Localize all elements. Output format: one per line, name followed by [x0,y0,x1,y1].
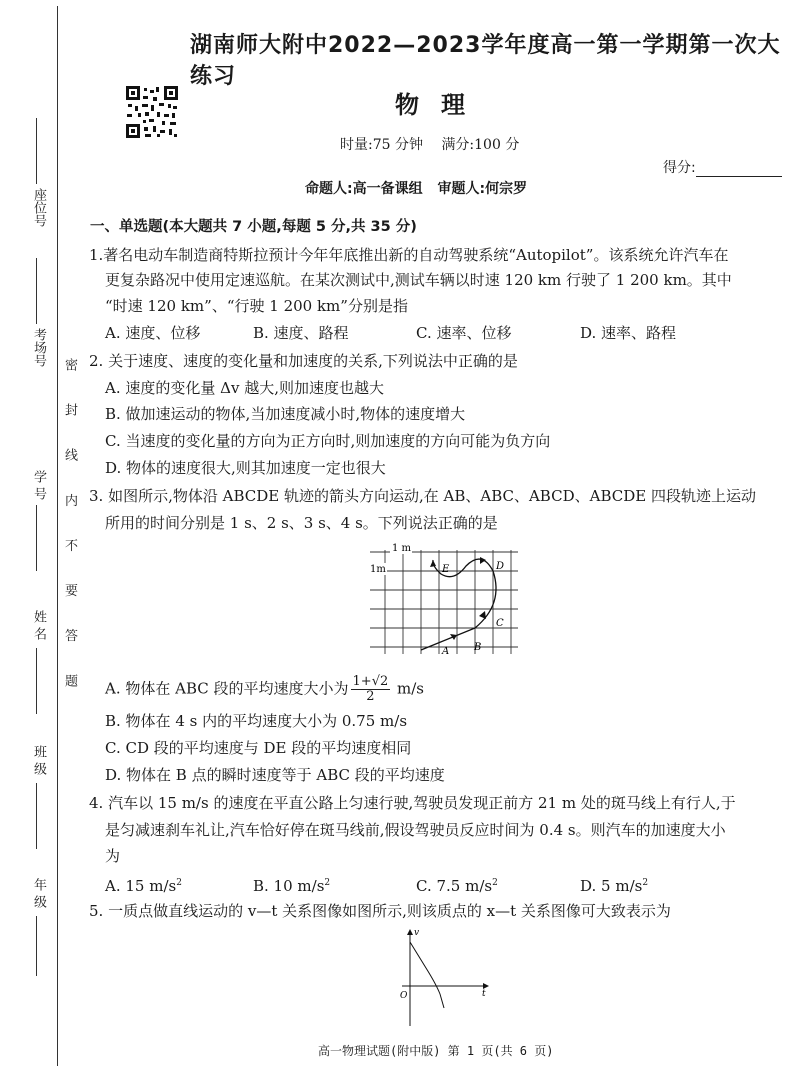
q4-option-c [416,873,498,896]
fraction-denominator: 2 [366,689,375,704]
q4-line3: 为 [105,847,121,865]
q3-option-a-text: A. 物体在 ABC 段的平均速度大小为 [105,679,349,698]
time-limit: 时量:75 分钟 [340,137,423,153]
q4-line1: 4. 汽车以 15 m/s 的速度在平直公路上匀速行驶,驾驶员发现正前方 21 m 处的斑马线上有行人,于 [89,794,736,812]
q4-option-a [105,873,182,896]
q3-trajectory-grid [366,542,524,660]
q4-option-d-text: D. 5 m/s [580,877,643,895]
q3-option-b: B. 物体在 4 s 内的平均速度大小为 0.75 m/s [105,712,408,730]
q3-line2: 所用的时间分别是 1 s、2 s、3 s、4 s。下列说法正确的是 [105,514,498,532]
q1-line3: “时速 120 km”、“行驶 1 200 km”分别是指 [105,297,408,315]
q1-line2: 更复杂路况中使用定速巡航。在某次测试中,测试车辆以时速 120 km 行驶了 1 200 km。其中 [105,271,732,289]
point-d-label: D [496,561,505,572]
student-no-blank [36,505,37,571]
q2-stem: 2. 关于速度、速度的变化量和加速度的关系,下列说法中正确的是 [89,352,518,370]
exponent: 2 [176,878,182,888]
q3-option-d: D. 物体在 B 点的瞬时速度等于 ABC 段的平均速度 [105,766,445,784]
reviewer: 审题人:何宗罗 [437,181,528,197]
name-blank [36,648,37,714]
exam-title: 湖南师大附中2022—2023学年度高一第一学期第一次大练习 [190,33,781,89]
exponent: 2 [324,878,331,888]
score-label: 得分: [663,160,696,176]
q1-option-c: C. 速率、位移 [416,324,512,342]
exponent: 2 [642,878,649,888]
exponent: 2 [492,878,498,888]
qr-code [126,86,178,138]
class-blank [36,783,37,849]
q2-option-c: C. 当速度的变化量的方向为正方向时,则加速度的方向可能为负方向 [105,432,551,450]
axis-t-label: t [482,989,486,999]
q3-option-c: C. CD 段的平均速度与 DE 段的平均速度相同 [105,739,412,757]
q2-option-d: D. 物体的速度很大,则其加速度一定也很大 [105,459,386,477]
point-e-label: E [442,564,450,575]
q4-option-b-text: B. 10 m/s [253,877,325,895]
axis-v-label: v [414,928,420,938]
q2-option-b: B. 做加速运动的物体,当加速度减小时,物体的速度增大 [105,405,466,423]
seal-text: 密 封 线 内 不 要 答 题 [62,358,77,701]
q4-option-a-text: A. 15 m/s [105,877,177,895]
grid-label-top: 1 m [392,543,412,554]
seat-label: 座位号 [31,188,46,227]
score-blank [696,162,782,177]
q4-option-c-text: C. 7.5 m/s [416,877,493,895]
score-field [663,157,782,177]
q1-line1: 1.著名电动车制造商特斯拉预计今年年底推出新的自动驾驶系统“Autopilot”。该系统允许汽车在 [89,246,729,264]
q1-option-d: D. 速率、路程 [580,324,677,342]
grid-label-left: 1m [370,564,386,575]
binding-line [57,6,58,1066]
point-b-label: B [474,642,482,653]
point-c-label: C [496,618,504,629]
grade-label: 年 级 [31,878,46,909]
fraction-numerator: 1+√2 [352,674,389,689]
q4-option-d [580,873,648,896]
exam-meta [340,134,533,154]
q1-option-a: A. 速度、位移 [105,324,201,342]
q1-option-b: B. 速度、路程 [253,324,349,342]
grade-blank [36,916,37,976]
exam-room-blank [36,258,37,324]
section-heading: 一、单选题(本大题共 7 小题,每题 5 分,共 35 分) [90,219,417,235]
q4-line2: 是匀减速刹车礼让,汽车恰好停在斑马线前,假设驾驶员反应时间为 0.4 s。则汽车的加速度大小 [105,821,726,839]
authors [305,178,537,198]
q2-option-a: A. 速度的变化量 Δv 越大,则加速度也越大 [105,379,384,397]
name-label: 姓 名 [31,610,46,641]
page-footer: 高一物理试题(附中版) 第 1 页(共 6 页) [318,1044,554,1058]
subject-title: 物理 [395,91,487,119]
origin-label: O [400,991,408,1001]
q3-line1: 3. 如图所示,物体沿 ABCDE 轨迹的箭头方向运动,在 AB、ABC、ABCD、ABCDE 四段轨迹上运动 [89,487,756,505]
q3-option-a-fraction [351,675,391,704]
author: 命题人:高一备课组 [305,181,423,197]
seat-blank [36,118,37,184]
q3-option-a-unit: m/s [397,679,425,698]
exam-room-label: 考场号 [31,328,46,367]
q5-vt-graph [396,926,492,1030]
q4-option-b [253,873,330,896]
q5-stem: 5. 一质点做直线运动的 v—t 关系图像如图所示,则该质点的 x—t 关系图像可大致表示为 [89,902,671,920]
class-label: 班 级 [31,745,46,776]
full-score: 满分:100 分 [441,137,520,153]
point-a-label: A [442,646,450,657]
student-no-label: 学 号 [31,470,46,501]
q3-option-a [105,675,424,704]
